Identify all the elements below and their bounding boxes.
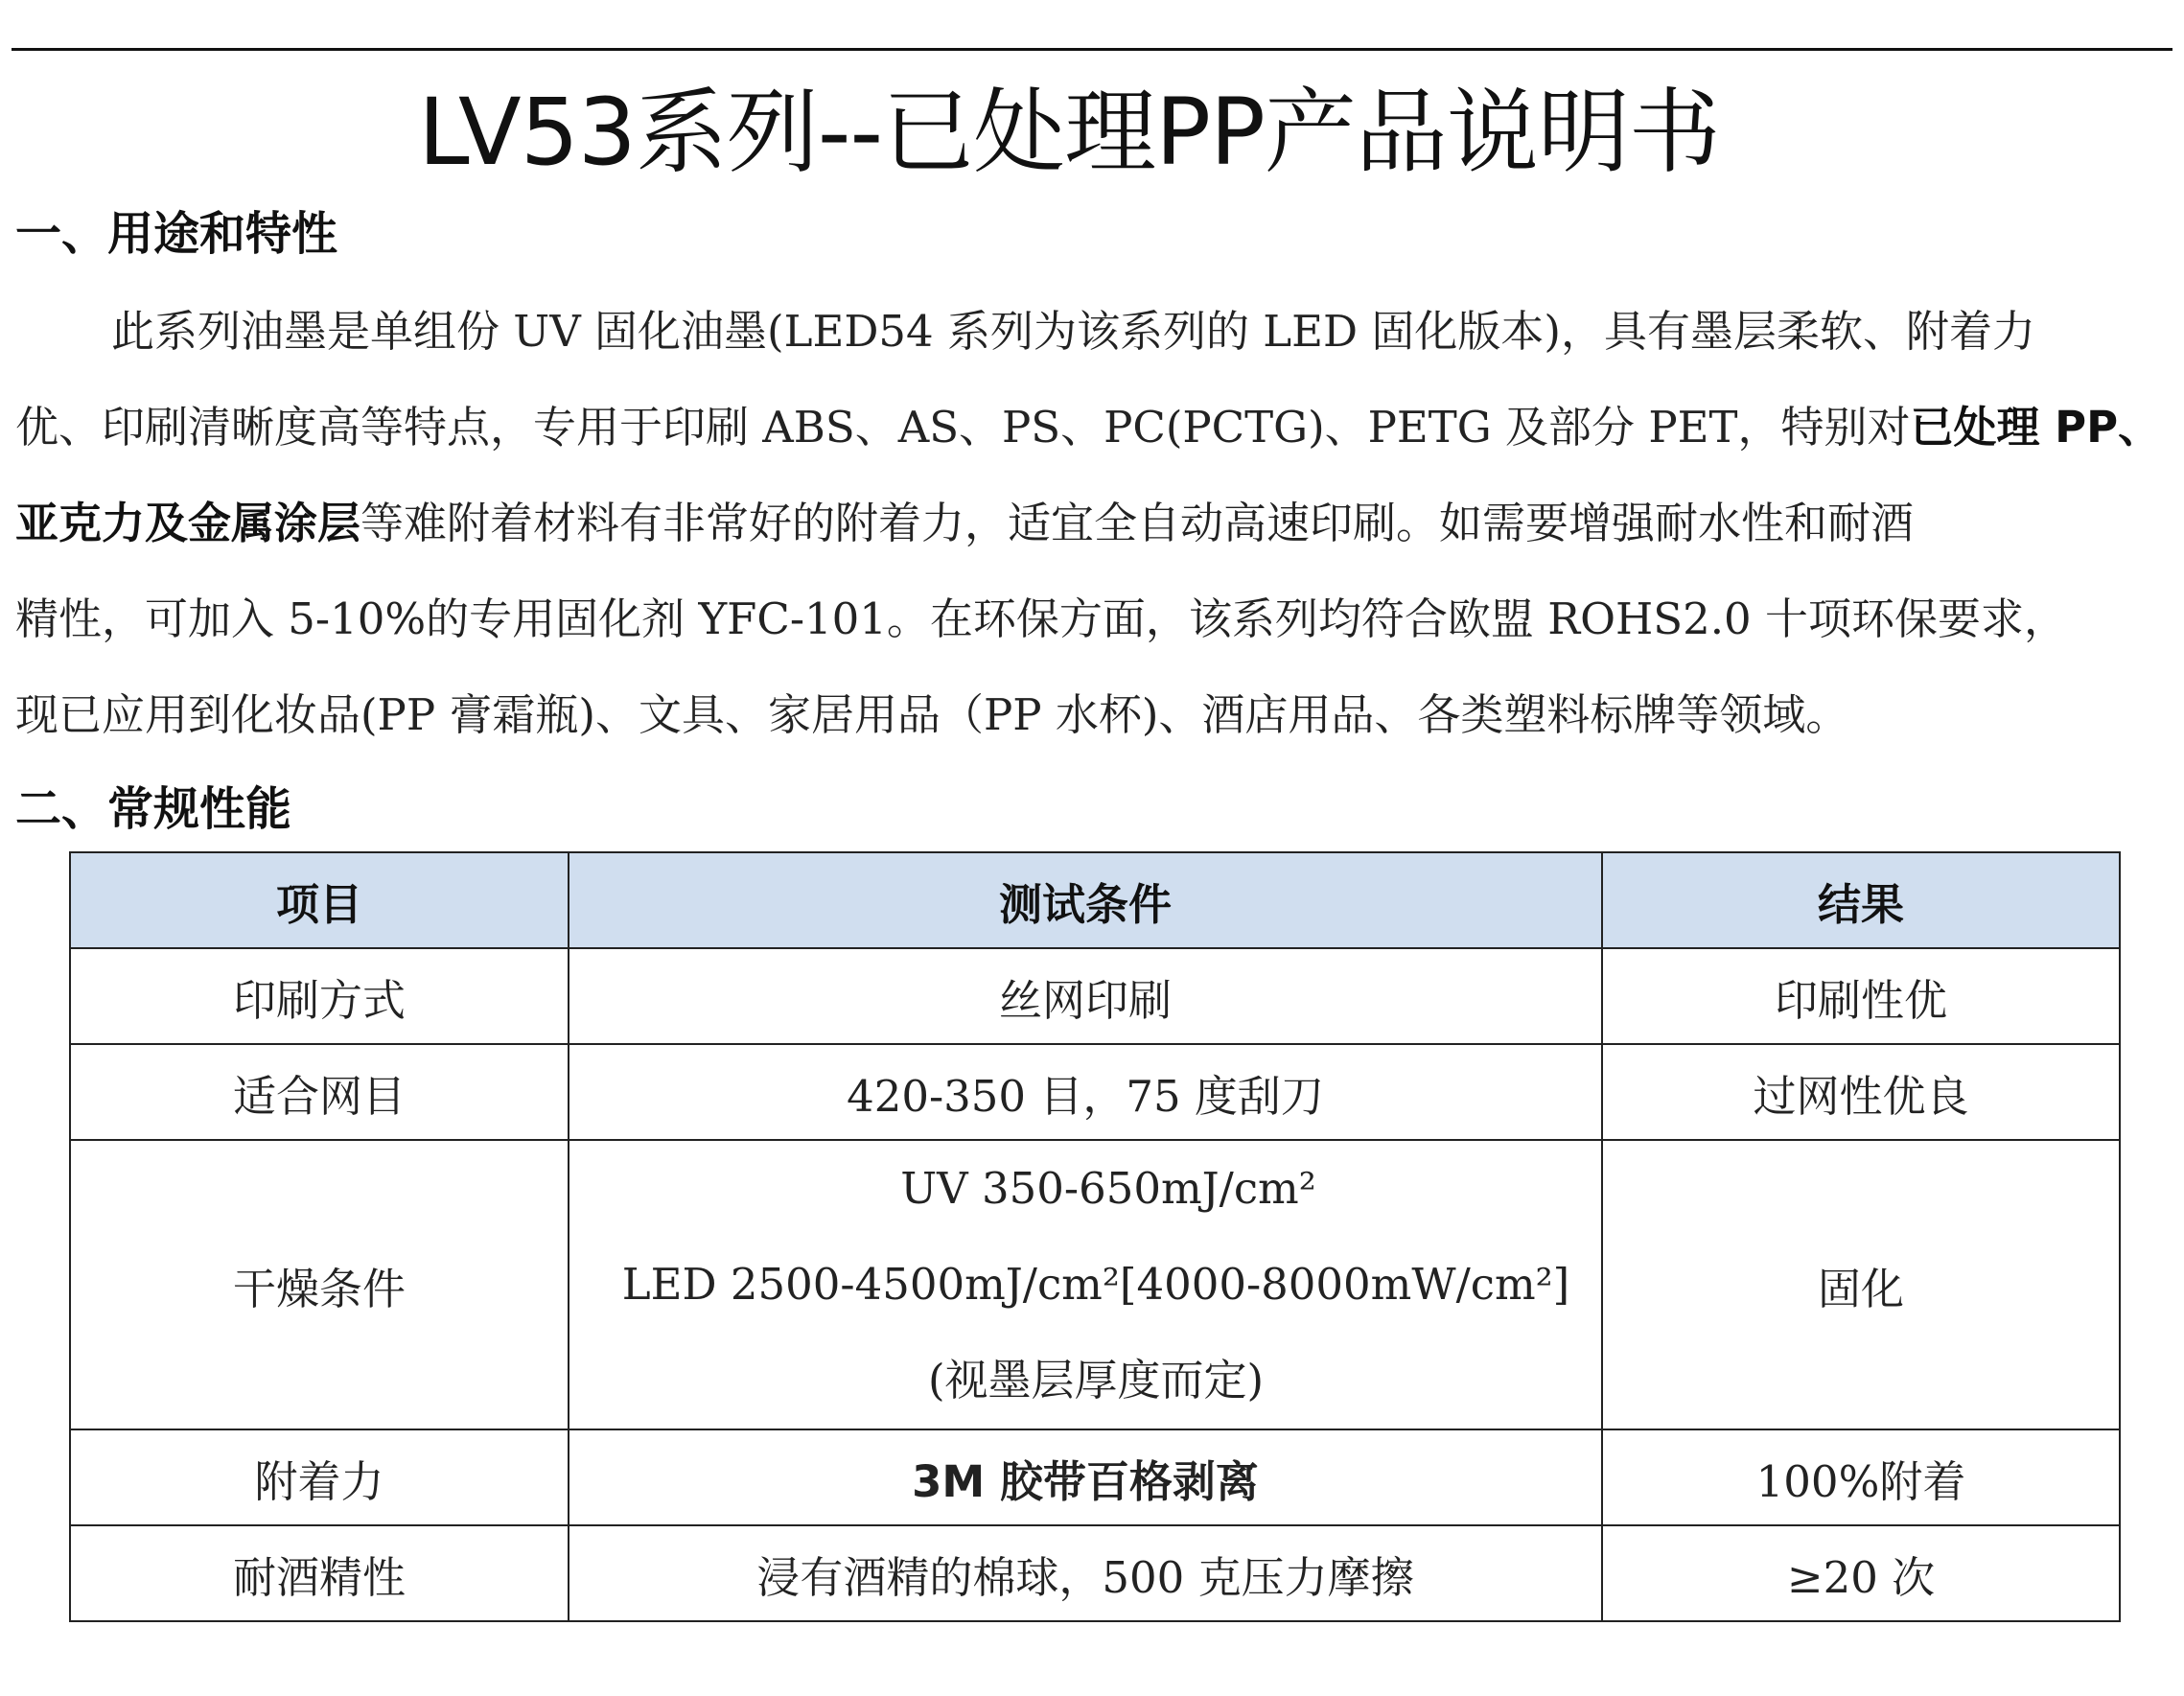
table-header-row [70,852,2120,948]
cell-result: 过网性优良 [1602,1044,2120,1140]
emphasis-text: 已处理 PP、 [1910,402,2162,453]
cell-condition: 420-350 目，75 度刮刀 [569,1044,1602,1140]
paragraph-line: 优、印刷清晰度高等特点，专用于印刷 ABS、AS、PS、PC(PCTG)、PETG 及部分 PET，特别对已处理 PP、 [15,402,2162,453]
condition-line: LED 2500-4500mJ/cm²[4000-8000mW/cm²] [621,1259,1570,1310]
section-heading-usage: 一、用途和特性 [15,207,338,261]
table-row [70,1525,2120,1621]
top-rule [12,48,2172,51]
header-item: 项目 [70,852,569,948]
cell-condition: 3M 胶带百格剥离 [569,1429,1602,1525]
table-row [70,1429,2120,1525]
emphasis-text: 亚克力及金属涂层 [15,498,361,548]
condition-line: (视墨层厚度而定) [927,1355,1265,1406]
cell-result: 印刷性优 [1602,948,2120,1044]
cell-item: 耐酒精性 [70,1525,569,1621]
cell-item: 印刷方式 [70,948,569,1044]
usage-paragraph [15,284,2172,763]
cell-item: 干燥条件 [70,1140,569,1429]
performance-table [69,851,2121,1622]
table-row [70,948,2120,1044]
document-title: LV53系列--已处理PP产品说明书 [418,79,1720,186]
paragraph-line: 现已应用到化妆品(PP 膏霜瓶)、文具、家居用品（PP 水杯)、酒店用品、各类塑料标牌等领域。 [15,689,1849,740]
cell-result: 固化 [1602,1140,2120,1429]
table-row [70,1140,2120,1429]
cell-result: 100%附着 [1602,1429,2120,1525]
section-heading-performance: 二、常规性能 [15,782,292,836]
table-row [70,1044,2120,1140]
paragraph-line: 亚克力及金属涂层等难附着材料有非常好的附着力，适宜全自动高速印刷。如需要增强耐水性和耐酒 [15,498,1915,548]
cell-item: 附着力 [70,1429,569,1525]
header-result: 结果 [1602,852,2120,948]
cell-item: 适合网目 [70,1044,569,1140]
header-condition: 测试条件 [569,852,1602,948]
condition-line: UV 350-650mJ/cm² [900,1163,1316,1214]
cell-result: ≥20 次 [1602,1525,2120,1621]
cell-condition: 丝网印刷 [569,948,1602,1044]
paragraph-line: 精性，可加入 5-10%的专用固化剂 YFC-101。在环保方面，该系列均符合欧盟 ROHS2.0 十项环保要求， [15,593,2067,644]
cell-condition [569,1140,1602,1429]
cell-condition: 浸有酒精的棉球，500 克压力摩擦 [569,1525,1602,1621]
paragraph-line: 此系列油墨是单组份 UV 固化油墨(LED54 系列为该系列的 LED 固化版本)，具有墨层柔软、附着力 [111,306,2035,357]
